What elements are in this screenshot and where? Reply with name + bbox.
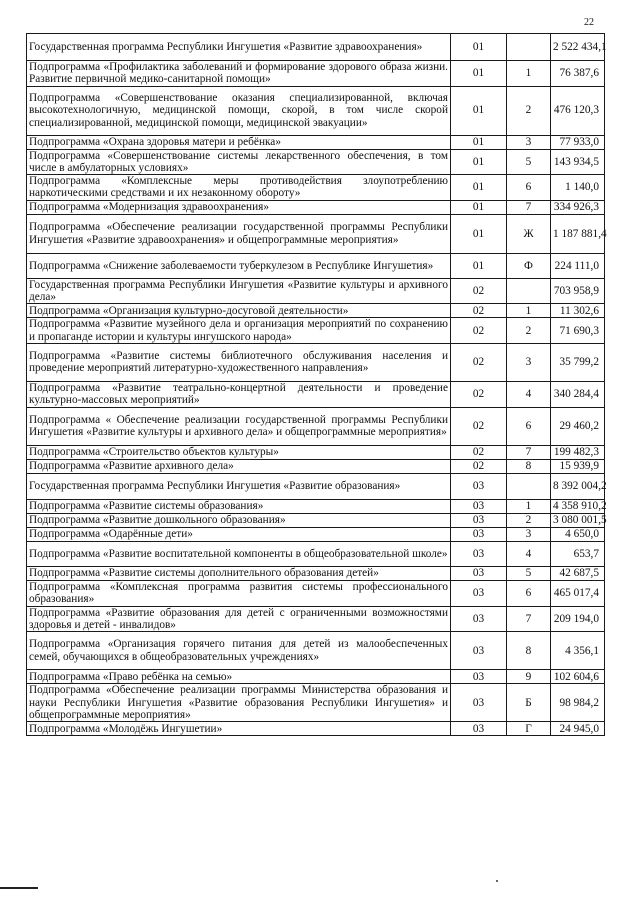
amount-cell: 11 302,6 <box>551 304 605 318</box>
program-code-cell: 01 <box>451 135 507 149</box>
program-name-cell: Государственная программа Республики Ингушетия «Развитие здравоохранения» <box>27 34 451 61</box>
program-code-cell: 02 <box>451 318 507 344</box>
table-row <box>27 606 605 632</box>
subprogram-code-cell: 3 <box>507 135 551 149</box>
program-code-cell: 01 <box>451 175 507 201</box>
program-name-cell: Подпрограмма «Совершенствование системы лекарственного обеспечения, в том числе в амбулаторных условиях» <box>27 149 451 175</box>
program-name-cell: Подпрограмма «Развитие дошкольного образования» <box>27 513 451 527</box>
program-name-cell: Подпрограмма «Комплексная программа развития системы профессионального образования» <box>27 580 451 606</box>
subprogram-code-cell <box>507 278 551 304</box>
table-row <box>27 34 605 61</box>
subprogram-code-cell: 3 <box>507 343 551 381</box>
program-name-cell: Подпрограмма «Охрана здоровья матери и ребёнка» <box>27 135 451 149</box>
table-row <box>27 61 605 87</box>
table-row <box>27 541 605 566</box>
subprogram-code-cell: 1 <box>507 304 551 318</box>
program-code-cell: 03 <box>451 580 507 606</box>
program-name-cell: Подпрограмма «Совершенствование оказания специализированной, включая высокотехнологичную, медицинской помощи, скорой, в том числе скорой специализированной, медицинской помощи, медицинской эвакуации» <box>27 86 451 135</box>
program-code-cell: 02 <box>451 407 507 445</box>
subprogram-code-cell: 7 <box>507 445 551 459</box>
amount-cell: 209 194,0 <box>551 606 605 632</box>
amount-cell: 199 482,3 <box>551 445 605 459</box>
amount-cell: 1 187 881,4 <box>551 214 605 253</box>
program-code-cell: 02 <box>451 445 507 459</box>
subprogram-code-cell: 9 <box>507 670 551 684</box>
subprogram-code-cell: 8 <box>507 459 551 473</box>
program-name-cell: Подпрограмма «Развитие системы библиотечного обслуживания населения и проведение мероприятий литературно-художественного направления» <box>27 343 451 381</box>
amount-cell: 98 984,2 <box>551 684 605 722</box>
program-code-cell: 02 <box>451 304 507 318</box>
program-code-cell: 03 <box>451 632 507 670</box>
amount-cell: 71 690,3 <box>551 318 605 344</box>
amount-cell: 15 939,9 <box>551 459 605 473</box>
amount-cell: 8 392 004,2 <box>551 473 605 499</box>
program-code-cell: 02 <box>451 278 507 304</box>
table-row <box>27 149 605 175</box>
program-code-cell: 01 <box>451 149 507 175</box>
table-row <box>27 527 605 541</box>
program-name-cell: Подпрограмма «Молодёжь Ингушетии» <box>27 722 451 736</box>
program-code-cell: 03 <box>451 684 507 722</box>
program-code-cell: 03 <box>451 527 507 541</box>
subprogram-code-cell: 2 <box>507 86 551 135</box>
program-code-cell: 01 <box>451 253 507 278</box>
subprogram-code-cell: 6 <box>507 175 551 201</box>
program-name-cell: Подпрограмма «Модернизация здравоохранения» <box>27 200 451 214</box>
program-name-cell: Государственная программа Республики Ингушетия «Развитие образования» <box>27 473 451 499</box>
amount-cell: 29 460,2 <box>551 407 605 445</box>
program-name-cell: Подпрограмма «Развитие музейного дела и организация мероприятий по сохранению и пропаганде истории и культуры ингушского народа» <box>27 318 451 344</box>
table-row <box>27 135 605 149</box>
subprogram-code-cell: Б <box>507 684 551 722</box>
table-row <box>27 473 605 499</box>
table-row <box>27 214 605 253</box>
program-code-cell: 03 <box>451 513 507 527</box>
subprogram-code-cell: Г <box>507 722 551 736</box>
amount-cell: 653,7 <box>551 541 605 566</box>
program-code-cell: 01 <box>451 34 507 61</box>
program-name-cell: Подпрограмма «Развитие воспитательной компоненты в общеобразовательной школе» <box>27 541 451 566</box>
table-row <box>27 445 605 459</box>
table-row <box>27 580 605 606</box>
amount-cell: 4 358 910,2 <box>551 499 605 513</box>
amount-cell: 334 926,3 <box>551 200 605 214</box>
amount-cell: 1 140,0 <box>551 175 605 201</box>
program-name-cell: Подпрограмма «Снижение заболеваемости туберкулезом в Республике Ингушетия» <box>27 253 451 278</box>
subprogram-code-cell: 6 <box>507 580 551 606</box>
program-code-cell: 02 <box>451 459 507 473</box>
subprogram-code-cell <box>507 34 551 61</box>
table-row <box>27 253 605 278</box>
subprogram-code-cell: 4 <box>507 381 551 407</box>
amount-cell: 703 958,9 <box>551 278 605 304</box>
table-row <box>27 499 605 513</box>
amount-cell: 224 111,0 <box>551 253 605 278</box>
amount-cell: 42 687,5 <box>551 566 605 580</box>
table-row <box>27 722 605 736</box>
subprogram-code-cell: Ж <box>507 214 551 253</box>
subprogram-code-cell: 3 <box>507 527 551 541</box>
amount-cell: 143 934,5 <box>551 149 605 175</box>
amount-cell: 77 933,0 <box>551 135 605 149</box>
subprogram-code-cell: 1 <box>507 499 551 513</box>
program-code-cell: 03 <box>451 606 507 632</box>
program-name-cell: Государственная программа Республики Ингушетия «Развитие культуры и архивного дела» <box>27 278 451 304</box>
amount-cell: 102 604,6 <box>551 670 605 684</box>
subprogram-code-cell: 5 <box>507 566 551 580</box>
program-code-cell: 03 <box>451 499 507 513</box>
program-name-cell: Подпрограмма «Комплексные меры противодействия злоупотреблению наркотическими средствами и их незаконному обороту» <box>27 175 451 201</box>
amount-cell: 2 522 434,1 <box>551 34 605 61</box>
program-code-cell: 02 <box>451 381 507 407</box>
amount-cell: 3 080 001,5 <box>551 513 605 527</box>
budget-programs-table <box>26 33 605 736</box>
table-row <box>27 566 605 580</box>
table-row <box>27 175 605 201</box>
subprogram-code-cell: 7 <box>507 200 551 214</box>
subprogram-code-cell: 6 <box>507 407 551 445</box>
table-row <box>27 200 605 214</box>
subprogram-code-cell: 5 <box>507 149 551 175</box>
amount-cell: 476 120,3 <box>551 86 605 135</box>
amount-cell: 4 356,1 <box>551 632 605 670</box>
amount-cell: 35 799,2 <box>551 343 605 381</box>
subprogram-code-cell: 1 <box>507 61 551 87</box>
program-code-cell: 03 <box>451 566 507 580</box>
amount-cell: 24 945,0 <box>551 722 605 736</box>
program-name-cell: Подпрограмма «Развитие системы дополнительного образования детей» <box>27 566 451 580</box>
amount-cell: 4 650,0 <box>551 527 605 541</box>
subprogram-code-cell: 4 <box>507 541 551 566</box>
program-code-cell: 03 <box>451 473 507 499</box>
subprogram-code-cell: 2 <box>507 318 551 344</box>
table-row <box>27 459 605 473</box>
program-name-cell: Подпрограмма «Строительство объектов культуры» <box>27 445 451 459</box>
footer-dot <box>496 880 498 882</box>
subprogram-code-cell: 8 <box>507 632 551 670</box>
program-name-cell: Подпрограмма «Обеспечение реализации программы Министерства образования и науки Республики Ингушетия «Развитие образования Республики Ингушетия» и общепрограммные мероприятия» <box>27 684 451 722</box>
program-name-cell: Подпрограмма «Обеспечение реализации государственной программы Республики Ингушетия «Развитие здравоохранения» и общепрограммные мероприятия» <box>27 214 451 253</box>
table-row <box>27 670 605 684</box>
table-row <box>27 86 605 135</box>
table-row <box>27 632 605 670</box>
program-code-cell: 03 <box>451 722 507 736</box>
table-row <box>27 278 605 304</box>
amount-cell: 76 387,6 <box>551 61 605 87</box>
program-code-cell: 01 <box>451 61 507 87</box>
footer-scan-mark <box>0 887 38 889</box>
subprogram-code-cell: Ф <box>507 253 551 278</box>
amount-cell: 465 017,4 <box>551 580 605 606</box>
program-code-cell: 01 <box>451 214 507 253</box>
subprogram-code-cell: 2 <box>507 513 551 527</box>
program-code-cell: 01 <box>451 86 507 135</box>
program-name-cell: Подпрограмма «Развитие театрально-концертной деятельности и проведение культурно-массовых мероприятий» <box>27 381 451 407</box>
table-row <box>27 318 605 344</box>
table-row <box>27 513 605 527</box>
program-name-cell: Подпрограмма «Организация горячего питания для детей из малообеспеченных семей, обучающихся в общеобразовательных учреждениях» <box>27 632 451 670</box>
table-row <box>27 684 605 722</box>
table-row <box>27 304 605 318</box>
program-name-cell: Подпрограмма «Развитие образования для детей с ограниченными возможностями здоровья и детей - инвалидов» <box>27 606 451 632</box>
program-name-cell: Подпрограмма «Организация культурно-досуговой деятельности» <box>27 304 451 318</box>
program-name-cell: Подпрограмма «Профилактика заболеваний и формирование здорового образа жизни. Развитие первичной медико-санитарной помощи» <box>27 61 451 87</box>
table-row <box>27 381 605 407</box>
page-number: 22 <box>584 17 594 28</box>
program-name-cell: Подпрограмма «Право ребёнка на семью» <box>27 670 451 684</box>
amount-cell: 340 284,4 <box>551 381 605 407</box>
program-code-cell: 03 <box>451 670 507 684</box>
subprogram-code-cell <box>507 473 551 499</box>
subprogram-code-cell: 7 <box>507 606 551 632</box>
table-body <box>27 34 605 736</box>
program-name-cell: Подпрограмма «Развитие архивного дела» <box>27 459 451 473</box>
program-code-cell: 01 <box>451 200 507 214</box>
program-code-cell: 03 <box>451 541 507 566</box>
program-name-cell: Подпрограмма «Одарённые дети» <box>27 527 451 541</box>
program-name-cell: Подпрограмма «Развитие системы образования» <box>27 499 451 513</box>
table-row <box>27 343 605 381</box>
program-name-cell: Подпрограмма « Обеспечение реализации государственной программы Республики Ингушетия «Развитие культуры и архивного дела» и общепрограммные мероприятия» <box>27 407 451 445</box>
program-code-cell: 02 <box>451 343 507 381</box>
table-row <box>27 407 605 445</box>
